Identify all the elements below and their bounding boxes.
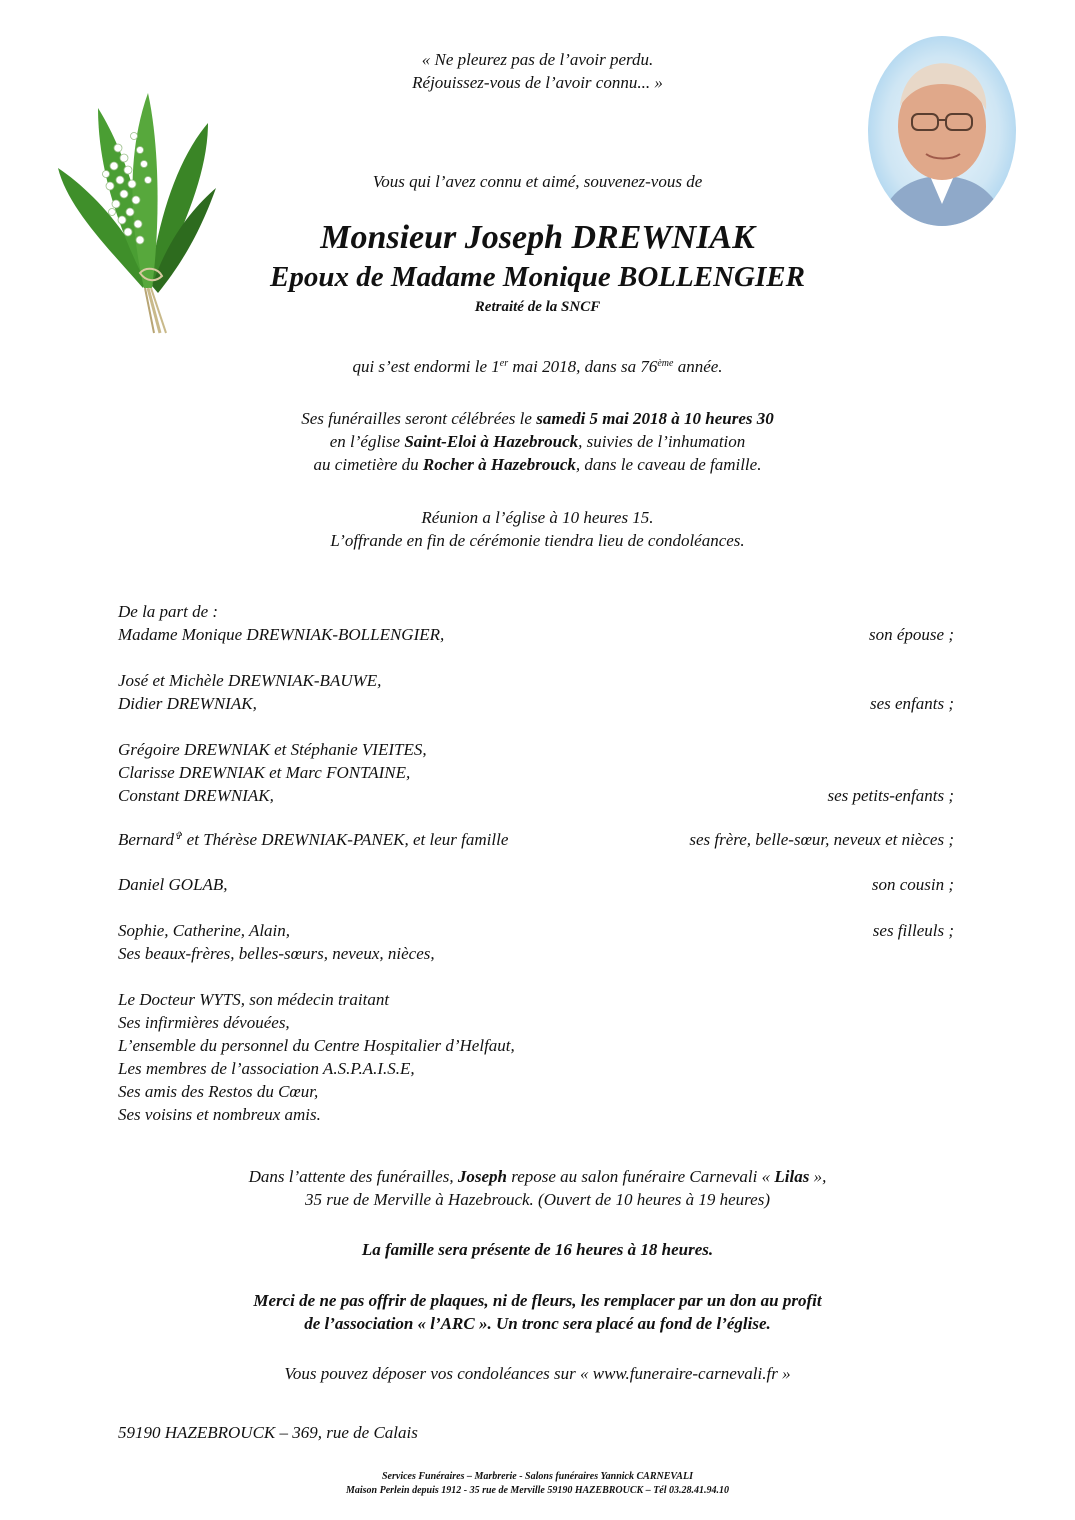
- family-name: José et Michèle DREWNIAK-BAUWE,: [118, 671, 382, 690]
- cross-mark-icon: ✞: [174, 831, 183, 842]
- funeral-text: , suivies de l’inhumation: [578, 432, 746, 451]
- death-sup: er: [499, 358, 509, 369]
- funeral-text: , dans le caveau de famille.: [575, 455, 762, 474]
- funeral-details: [0, 407, 1075, 476]
- family-relation: ses filleuls ;: [872, 921, 954, 940]
- death-announcement: [0, 355, 1075, 378]
- family-name: Madame Monique DREWNIAK-BOLLENGIER,: [118, 625, 445, 644]
- family-relation: ses petits-enfants ;: [827, 786, 954, 805]
- condolences-link[interactable]: Vous pouvez déposer vos condoléances sur « www.funeraire-carnevali.fr »: [284, 1364, 791, 1383]
- family-name: Les membres de l’association A.S.P.A.I.S.E,: [118, 1059, 415, 1078]
- quote-line: Réjouissez-vous de l’avoir connu... »: [412, 73, 663, 92]
- death-text: année.: [673, 357, 723, 376]
- family-name: L’ensemble du personnel du Centre Hospitalier d’Helfaut,: [118, 1036, 515, 1055]
- family-name: Le Docteur WYTS, son médecin traitant: [118, 990, 390, 1009]
- donation-line: Merci de ne pas offrir de plaques, ni de fleurs, les remplacer par un don au profit: [253, 1291, 822, 1310]
- repose-text: »,: [809, 1167, 827, 1186]
- address: 59190 HAZEBROUCK – 369, rue de Calais: [118, 1423, 418, 1442]
- funeral-text: au cimetière du: [313, 455, 423, 474]
- family-name: Bernard: [118, 830, 175, 849]
- footer-line: Maison Perlein depuis 1912 - 35 rue de Merville 59190 HAZEBROUCK – Tél 03.28.41.94.10: [345, 1485, 730, 1496]
- family-name: Ses voisins et nombreux amis.: [118, 1105, 321, 1124]
- occupation: Retraité de la SNCF: [474, 299, 601, 315]
- cemetery-name: Rocher à Hazebrouck: [422, 455, 576, 474]
- spouse-line: Epoux de Madame Monique BOLLENGIER: [270, 261, 805, 293]
- donation-request: [0, 1289, 1075, 1335]
- death-sup: ème: [657, 358, 674, 369]
- family-name: Grégoire DREWNIAK et Stéphanie VIEITES,: [118, 740, 427, 759]
- family-relation: son épouse ;: [869, 625, 954, 644]
- opening-quote: [0, 48, 1075, 94]
- repose-first-name: Joseph: [457, 1167, 507, 1186]
- repose-text: Dans l’attente des funérailles,: [248, 1167, 458, 1186]
- repose-text: repose au salon funéraire Carnevali «: [506, 1167, 775, 1186]
- family-relation: ses enfants ;: [869, 694, 954, 713]
- repose-address: 35 rue de Merville à Hazebrouck. (Ouvert de 10 heures à 19 heures): [304, 1190, 770, 1209]
- family-name: Constant DREWNIAK,: [118, 786, 274, 805]
- salon-name: Lilas: [774, 1167, 810, 1186]
- family-name: Didier DREWNIAK,: [118, 694, 257, 713]
- family-name: Ses beaux-frères, belles-sœurs, neveux, nièces,: [118, 944, 435, 963]
- funeral-text: Ses funérailles seront célébrées le: [301, 409, 537, 428]
- intro-text: Vous qui l’avez connu et aimé, souvenez-vous de: [372, 172, 703, 191]
- reunion-info: [0, 506, 1075, 552]
- repose-info: [0, 1165, 1075, 1211]
- death-text: qui s’est endormi le 1: [352, 357, 500, 376]
- church-name: Saint-Eloi à Hazebrouck: [404, 432, 579, 451]
- family-name: Daniel GOLAB,: [118, 875, 228, 894]
- family-name: Sophie, Catherine, Alain,: [118, 921, 291, 940]
- reunion-line: Réunion a l’église à 10 heures 15.: [421, 508, 654, 527]
- family-name: Clarisse DREWNIAK et Marc FONTAINE,: [118, 763, 411, 782]
- footer-line: Services Funéraires – Marbrerie - Salons funéraires Yannick CARNEVALI: [382, 1471, 693, 1482]
- family-heading: De la part de :: [118, 602, 219, 621]
- funeral-text: en l’église: [329, 432, 405, 451]
- family-name: et Thérèse DREWNIAK-PANEK, et leur famille: [182, 830, 509, 849]
- reunion-line: L’offrande en fin de cérémonie tiendra lieu de condoléances.: [330, 531, 745, 550]
- family-relation: ses frère, belle-sœur, neveux et nièces ;: [689, 830, 954, 849]
- family-presence: La famille sera présente de 16 heures à 18 heures.: [361, 1240, 714, 1259]
- funeral-date: samedi 5 mai 2018 à 10 heures 30: [536, 409, 774, 428]
- family-list: [118, 600, 954, 1126]
- deceased-name: Monsieur Joseph DREWNIAK: [320, 219, 755, 256]
- footer: [0, 1470, 1075, 1498]
- family-name: Ses amis des Restos du Cœur,: [118, 1082, 319, 1101]
- donation-line: de l’association « l’ARC ». Un tronc sera placé au fond de l’église.: [304, 1314, 771, 1333]
- death-text: mai 2018, dans sa 76: [508, 357, 658, 376]
- family-relation: son cousin ;: [871, 875, 954, 894]
- family-name: Ses infirmières dévouées,: [118, 1013, 290, 1032]
- quote-line: « Ne pleurez pas de l’avoir perdu.: [421, 50, 654, 69]
